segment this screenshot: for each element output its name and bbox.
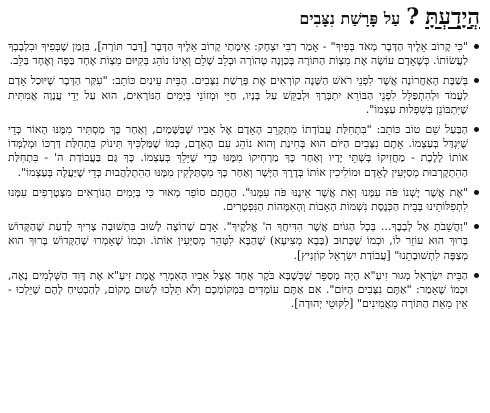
bullet-icon bbox=[474, 273, 479, 278]
list-item bbox=[8, 74, 468, 117]
bullet-icon bbox=[474, 44, 479, 49]
item-text: הַבֵּית יִשְׂרָאֵל מְגוּר זִיעָ"א הָיָה מְסַפֵּר שֶׁכְּשֶׁבָּא בֹּקֶר אֶחָד אֶצֶל אָבִיו הָאִמְרֵי אֱמֶת זִיעָ"א אֶת דָּוִד הַשְּׁלָמִים נָאֶה, וּכְמוֹ שֶׁאָמַר: "אַתֶּם נִצָּבִים הַיּוֹם". אִם אַתֶּם עוֹמְדִים בִּמְקוֹמְכֶם וְלֹא תֵּלְכוּ לְשׁוּם מָקוֹם, לְהַבְטִיחַ לָהֶם שֶׁיֵּלְכוּ - אֵין מֵאֵת הַתּוֹרָה מֵאֲמִינִים" [לִקּוּטֵי יְהוּדָה]. bbox=[8, 268, 468, 311]
title-question-mark: ? bbox=[406, 4, 420, 30]
page-title: הֲיָדַעְתָּ bbox=[425, 4, 480, 30]
bullet-icon bbox=[474, 78, 479, 83]
item-text: הַבַּעַל שֵׁם טוֹב כּוֹתֵב: "בִּתְחִלַּת עֲבוֹדָתוֹ מִתְקָרֵב הָאָדָם אֶל אָבִיו שֶׁבַּשָּׁמַיִם, וְאַחַר כָּךְ מַסְתִּיר מִמֶּנּוּ הָאוֹר כְּדֵי שֶׁיִּגְדַּל בְּעַצְמוֹ. אָתֶם נִצָּבִים הַיּוֹם הוּא בְּחִינַת וְהוּא נוֹהֵג עִם הָאָדָם, כְּמוֹ שֶׁמַּלְכִּיךָ תִּינוֹק בִּתְחִלַּת דַּרְכּוֹ וּמְלַמְּדוֹ אוֹתוֹ לָלֶכֶת - מַחֲזִיקוֹ בְּשְׁתֵּי יָדָיו וְאַחַר כָּךְ מַרְחִיקוֹ מִמֶּנּוּ כְּדֵי שֶׁיֵּלֵךְ בְּעַצְמוֹ. כָּךְ גַּם בַּעֲבוֹדַת ה' - בִּתְחִלַּת הַהִתְקָרְבוּת מְסַיְּעִין לָאָדָם וּמוֹלִיכִין אוֹתוֹ בְּדֶרֶךְ הַיָּשָׁר וְאַחַר כָּךְ מִסְתַּלְּקִין מִמֶּנּוּ הַהִתְלַהֲבוּת כְּדֵי שֶׁיַּעֲלֶה בְּעַצְמוֹ". bbox=[8, 123, 468, 179]
list-item bbox=[8, 220, 468, 263]
item-text: בְּשַׁבָּת הָאַחֲרוֹנָה אֲשֶׁר לִפְנֵי רֹאשׁ הַשָּׁנָה קוֹרְאִים אֶת פָּרָשַׁת נִצָּבִים. הַבֵּית עֵינַיִם כּוֹתֵב: "עִקַּר הַדָּבָר שֶׁיּוּכַל אָדָם לַעֲמֹד וּלְהִתְפַּלֵּל לִפְנֵי הַבּוֹרֵא יִתְבָּרַךְ וּלְבַקֵּשׁ עַל בָּנָיו, חַיֵּי וּמְזוֹנֵי בְּיָמִים הַנּוֹרָאִים, הוּא עַל יְדֵי עֲנָוָה אֲמִתִּית שֶׁיִּתְבּוֹנֵן בְּשִׁפְלוּת עַצְמוֹ". bbox=[8, 74, 468, 116]
item-text: "אֶת אֲשֶׁר יֶשְׁנוֹ פֹּה עִמָּנוּ וְאֵת אֲשֶׁר אֵינֶנּוּ פֹּה עִמָּנוּ". הַחֲתָם סוֹפֵר מְאוּר כִּי בְּיָמִים הַנּוֹרָאִים מִצְטָרְפִים עִמָּנוּ לִתְפִלּוֹתֵינוּ בְּבֵית הַכְּנֶסֶת נִשְׁמוֹת הָאָבוֹת וְהָאִמָּהוֹת הַנִּפְטָרִים. bbox=[8, 185, 468, 214]
item-text: "כִּי קָרוֹב אֵלֶיךָ הַדָּבָר מְאֹד בְּפִיךָ" - אָמַר רַבִּי יִצְחָק: אֵימָתַי קָרוֹב אֵלֶיךָ הַדָּבָר [דְּבַר תּוֹרָה], בִּזְמַן שֶׁבְּפִיךָ וּבִלְבָבְךָ לַעֲשׂוֹתוֹ. כְּשֶׁאָדָם עוֹשֶׂה אֶת מִצְוֹת הַתּוֹרָה בְּכַוָּנָה טְהוֹרָה וּבְלֵב שָׁלֵם וְאֵינוֹ נוֹהֵג בְּקִיּוּם מִצְוֹת אֶחָד בַּפֶּה וְאֶחָד בַּלֵּב. bbox=[8, 40, 468, 68]
list-item bbox=[8, 186, 468, 214]
page-subtitle: עַל פָּרָשַׁת נִצָּבִים bbox=[299, 9, 401, 28]
title-row bbox=[8, 4, 480, 34]
bullet-list bbox=[8, 40, 480, 311]
item-text: "וַהֲשֵׁבֹתָ אֶל לְבָבֶךָ... בְּכָל הַגּוֹיִם אֲשֶׁר הִדִּיחֲךָ ה' אֱלֹקֶיךָ". אָדָם שֶׁרוֹצֶה לָשׁוּב בִּתְשׁוּבָה צָרִיךְ לָדַעַת שֶׁהַקָּדוֹשׁ בָּרוּךְ הוּא עוֹזֵר לוֹ, וּכְמוֹ שֶׁכָּתוּב (בָּבָא מְצִיעָא) שֶׁהַבָּא לִטָּהֵר מְסַיְּעִין אוֹתוֹ. וּכְמוֹ שֶׁאָמְרוּ שֶׁהַקָּדוֹשׁ בָּרוּךְ הוּא מְצַפֶּה לִתְשׁוּבָתֵנוּ" [עֲבוֹדַת יִשְׂרָאֵל קוֹזְנִיץ]. bbox=[8, 220, 468, 262]
bullet-icon bbox=[474, 224, 479, 229]
bullet-icon bbox=[474, 127, 479, 132]
list-item bbox=[8, 40, 468, 68]
list-item bbox=[8, 123, 468, 180]
list-item bbox=[8, 269, 468, 312]
bullet-icon bbox=[474, 190, 479, 195]
